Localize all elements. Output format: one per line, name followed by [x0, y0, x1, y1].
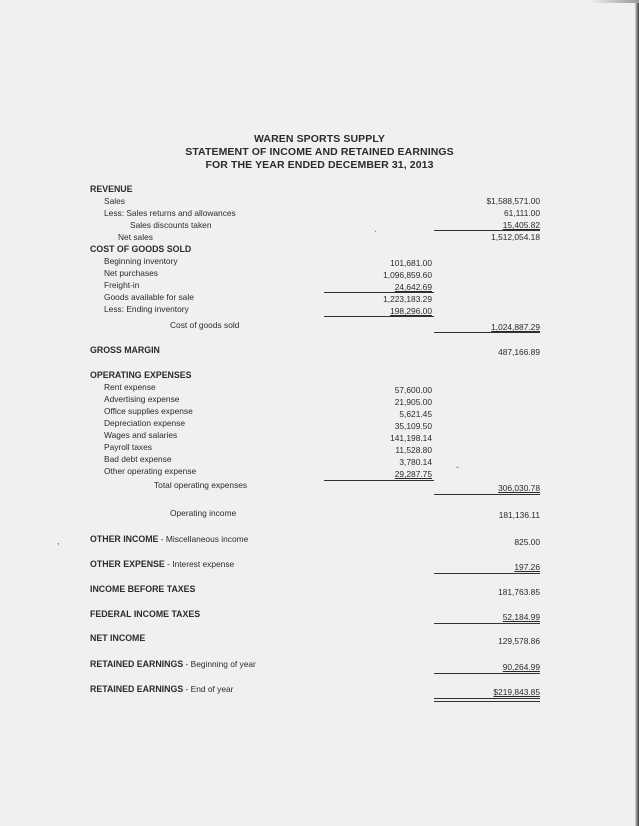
- gross-margin-value: 487,166.89: [498, 347, 540, 357]
- opex-item-value: 29,287.75: [394, 469, 432, 479]
- company-name: WAREN SPORTS SUPPLY: [253, 133, 386, 145]
- opex-item-value: 3,780.14: [399, 457, 432, 467]
- retained-begin-label: [90, 659, 256, 669]
- rule-opex: [324, 480, 434, 481]
- retained-end-desc: - End of year: [183, 684, 234, 694]
- net-income-value: 129,578.86: [498, 636, 540, 646]
- discounts-value: 15,405.82: [502, 220, 540, 230]
- retained-begin-desc: - Beginning of year: [183, 659, 256, 669]
- other-expense-value: 197.26: [514, 562, 540, 572]
- retained-begin-title: RETAINED EARNINGS: [90, 659, 184, 669]
- page-top-shadow: [589, 0, 639, 3]
- beginning-inventory-value: 101,681.00: [390, 258, 432, 268]
- other-expense-title: OTHER EXPENSE: [90, 559, 165, 569]
- other-income-title: OTHER INCOME: [90, 534, 159, 544]
- opex-total-label: Total operating expenses: [154, 480, 248, 490]
- other-expense-label: [90, 559, 234, 569]
- opex-item-value: 35,109.50: [394, 421, 432, 431]
- net-income-label: NET INCOME: [90, 633, 146, 643]
- other-income-label: [90, 534, 248, 544]
- gross-margin-label: GROSS MARGIN: [90, 345, 160, 355]
- rule-retained-begin: [434, 673, 540, 674]
- margin-mark: ,: [57, 536, 60, 546]
- retained-end-value: $219,843.85: [493, 687, 540, 697]
- sales-label: Sales: [104, 196, 125, 206]
- net-sales-label: Net sales: [118, 232, 153, 242]
- opex-item-value: 57,600.00: [394, 385, 432, 395]
- revenue-heading: REVENUE: [90, 184, 133, 194]
- sales-value: $1,588,571.00: [486, 196, 540, 206]
- discounts-label: Sales discounts taken: [130, 220, 212, 230]
- stray-mark: -: [456, 462, 459, 472]
- rule-other-expense: [434, 573, 540, 574]
- goods-available-label: Goods available for sale: [104, 292, 194, 302]
- retained-begin-value: 90,264.99: [502, 662, 540, 672]
- opex-item-value: 11,528.80: [395, 445, 432, 455]
- opex-item-label: Depreciation expense: [104, 418, 186, 428]
- opex-item-label: Rent expense: [104, 382, 156, 392]
- federal-taxes-label: FEDERAL INCOME TAXES: [90, 609, 201, 619]
- net-purchases-value: 1,096,859.60: [383, 270, 432, 280]
- other-expense-desc: - Interest expense: [164, 559, 235, 569]
- returns-label: Less: Sales returns and allowances: [104, 208, 236, 218]
- opex-item-label: Advertising expense: [104, 394, 180, 404]
- rule-cogs: [434, 332, 540, 333]
- freight-value: 24,642.69: [394, 282, 432, 292]
- net-sales-value: 1,512,054.18: [491, 232, 540, 242]
- opex-item-label: Other operating expense: [104, 466, 197, 476]
- beginning-inventory-label: Beginning inventory: [104, 256, 178, 266]
- opex-item-value: 141,198.14: [390, 433, 432, 443]
- ending-inventory-value: 198,296.00: [390, 306, 432, 316]
- statement-title: STATEMENT OF INCOME AND RETAINED EARNINGS: [185, 146, 454, 158]
- statement-period: FOR THE YEAR ENDED DECEMBER 31, 2013: [205, 159, 434, 171]
- cogs-heading: COST OF GOODS SOLD: [90, 244, 192, 254]
- freight-label: Freight-in: [104, 280, 140, 290]
- cogs-total-value: 1,024,887.29: [491, 322, 540, 332]
- rule-revenue: [434, 230, 540, 231]
- rule-freight: [324, 292, 434, 293]
- page-edge: [635, 0, 639, 826]
- opex-item-label: Bad debt expense: [104, 454, 172, 464]
- operating-income-label: Operating income: [170, 508, 237, 518]
- income-before-taxes-label: INCOME BEFORE TAXES: [90, 584, 196, 594]
- rule-double-bottom: [434, 701, 540, 702]
- operating-income-value: 181,136.11: [498, 510, 540, 520]
- rule-federal-taxes: [434, 623, 540, 624]
- net-purchases-label: Net purchases: [104, 268, 158, 278]
- rule-opex-total: [434, 494, 540, 495]
- rule-double-top: [434, 698, 540, 699]
- other-income-desc: - Miscellaneous income: [158, 534, 249, 544]
- opex-item-value: 21,905.00: [394, 397, 432, 407]
- cogs-total-label: Cost of goods sold: [170, 320, 240, 330]
- goods-available-value: 1,223,183.29: [383, 294, 432, 304]
- opex-item-label: Payroll taxes: [104, 442, 152, 452]
- retained-end-title: RETAINED EARNINGS: [90, 684, 184, 694]
- opex-item-label: Office supplies expense: [104, 406, 193, 416]
- ending-inventory-label: Less: Ending inventory: [104, 304, 189, 314]
- income-before-taxes-value: 181,763.85: [498, 587, 540, 597]
- retained-end-label: [90, 684, 233, 694]
- opex-item-value: 5,621.45: [399, 409, 432, 419]
- rule-ending-inventory: [324, 316, 434, 317]
- stray-mark: ˎ: [374, 222, 377, 232]
- opex-item-label: Wages and salaries: [104, 430, 178, 440]
- opex-total-value: 306,030.78: [498, 483, 540, 493]
- other-income-value: 825.00: [514, 537, 540, 547]
- returns-value: 61,111.00: [503, 208, 540, 218]
- opex-heading: OPERATING EXPENSES: [90, 370, 192, 380]
- federal-taxes-value: 52,184.99: [502, 612, 540, 622]
